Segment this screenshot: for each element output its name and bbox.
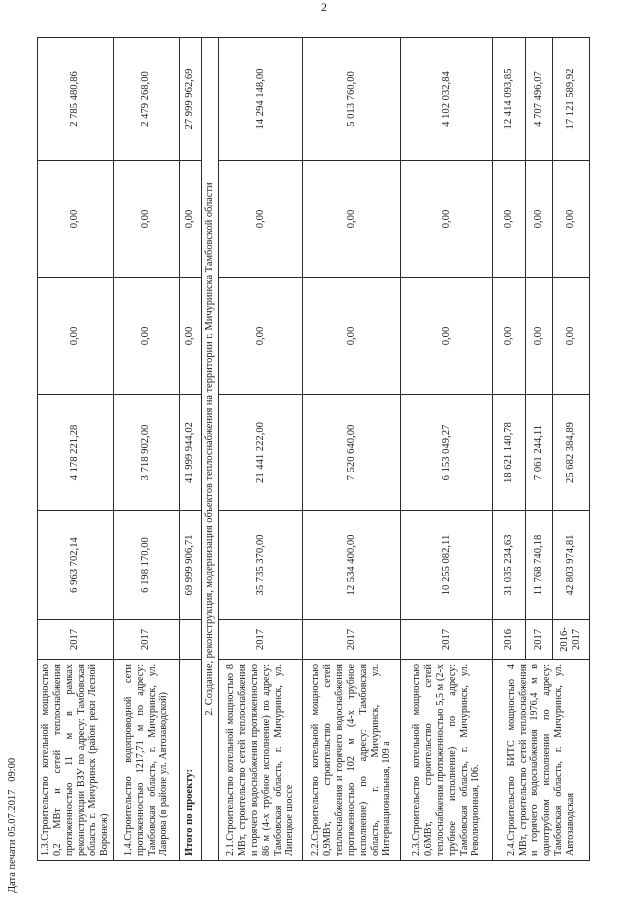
total-col-5: 0,00 xyxy=(180,278,202,395)
row-col-7: 12 414 093,85 xyxy=(493,38,526,161)
row-total: 35 735 370,00 xyxy=(219,511,303,620)
row-year: 2017 xyxy=(219,620,303,660)
row-year: 2016-2017 xyxy=(553,620,590,660)
row-col-6: 0,00 xyxy=(526,161,553,278)
row-col-5: 0,00 xyxy=(38,278,114,395)
row-col-5: 0,00 xyxy=(401,278,493,395)
row-col-7: 4 707 496,07 xyxy=(526,38,553,161)
print-time: 09:00 xyxy=(7,757,18,782)
row-description: 2.3.Строительство котельной мощностью 0,6МВт, строительство сетей теплоснабжения протяженностью 5,5 м (2-х трубное исполнение) по адресу: Тамбовская область, г. Мичуринск, ул. Революционная, 106. xyxy=(401,660,493,861)
total-row xyxy=(180,38,202,861)
row-col-5: 0,00 xyxy=(303,278,401,395)
table-row xyxy=(401,38,493,861)
row-col-5: 0,00 xyxy=(114,278,180,395)
total-federal: 41 999 944,02 xyxy=(180,395,202,511)
row-federal: 25 682 384,89 xyxy=(553,395,590,511)
row-col-7: 4 102 032,84 xyxy=(401,38,493,161)
row-federal: 7 061 244,11 xyxy=(526,395,553,511)
total-year-empty xyxy=(180,620,202,660)
row-col-7: 17 121 589,92 xyxy=(553,38,590,161)
row-col-6: 0,00 xyxy=(401,161,493,278)
print-date-footer xyxy=(6,473,20,893)
row-col-7: 5 013 760,00 xyxy=(303,38,401,161)
row-col-6: 0,00 xyxy=(493,161,526,278)
row-col-5: 0,00 xyxy=(526,278,553,395)
rotated-table-container xyxy=(37,38,586,861)
row-description: 2.1.Строительство котельной мощностью 8 МВт, строительство сетей теплоснабжения и горячего водоснабжения протяженностью 86 м (4-х трубное исполнение) по адресу: Тамбовская область, г. Мичуринск, ул. Липецкое шоссе xyxy=(219,660,303,861)
row-federal: 3 718 902,00 xyxy=(114,395,180,511)
row-col-6: 0,00 xyxy=(219,161,303,278)
total-sum: 69 999 906,71 xyxy=(180,511,202,620)
row-federal: 18 621 140,78 xyxy=(493,395,526,511)
row-year: 2017 xyxy=(526,620,553,660)
table-row xyxy=(303,38,401,861)
row-total: 6 198 170,00 xyxy=(114,511,180,620)
funding-table xyxy=(37,37,590,861)
table-row xyxy=(114,38,180,861)
row-federal: 21 441 222,00 xyxy=(219,395,303,511)
row-description: 1.3.Строительство котельной мощностью 0,2 МВт и сетей теплоснабжения протяженностью 11 м в рамках реконструкции ВЗУ по адресу: Тамбовская область г. Мичуринск (район реки Лесной Воронеж) xyxy=(38,660,114,861)
row-col-5: 0,00 xyxy=(219,278,303,395)
total-col-6: 0,00 xyxy=(180,161,202,278)
row-federal: 7 520 640,00 xyxy=(303,395,401,511)
row-description: 2.2.Строительство котельной мощностью 0,9МВт, строительство сетей теплоснабжения и горячего водоснабжения протяженностью 102 м (4-х трубное исполнение) по адресу: Тамбовская область, г. Мичуринск, ул. Интернациональная, 109 а xyxy=(303,660,401,861)
row-year: 2016 xyxy=(493,620,526,660)
row-col-6: 0,00 xyxy=(553,161,590,278)
row-col-7: 2 785 480,86 xyxy=(38,38,114,161)
page-number: 2 xyxy=(321,0,327,14)
row-year: 2017 xyxy=(303,620,401,660)
row-col-5: 0,00 xyxy=(553,278,590,395)
print-date-label: Дата печати 05.07.2017 xyxy=(7,789,18,893)
row-year: 2017 xyxy=(38,620,114,660)
row-col-6: 0,00 xyxy=(303,161,401,278)
row-description: 2.4.Строительство БИТС мощностью 4 МВт, строительство сетей теплоснабжения и горячего водоснабжения 1976,4 м в однотрубном исполнении по адресу: Тамбовская область, г. Мичуринск, ул. Автозаводская xyxy=(493,660,590,861)
section-heading-row xyxy=(202,38,219,861)
row-total: 11 768 740,18 xyxy=(526,511,553,620)
total-label: Итого по проекту: xyxy=(180,660,202,861)
row-description: 1.4.Строительство водопроводной сети протяженностью 1217,71 м по адресу: Тамбовская область, г. Мичуринск, ул. Лаврова (в районе ул. Автозаводской) xyxy=(114,660,180,861)
row-total: 6 963 702,14 xyxy=(38,511,114,620)
row-col-6: 0,00 xyxy=(38,161,114,278)
table-row xyxy=(219,38,303,861)
section-heading: 2. Создание, реконструкция, модернизация объектов теплоснабжения на территории г. Мичуринска Тамбовской области xyxy=(202,38,219,861)
row-total: 12 534 400,00 xyxy=(303,511,401,620)
row-total: 31 035 234,63 xyxy=(493,511,526,620)
row-total: 10 255 082,11 xyxy=(401,511,493,620)
row-col-6: 0,00 xyxy=(114,161,180,278)
row-col-7: 2 479 268,00 xyxy=(114,38,180,161)
row-federal: 4 178 221,28 xyxy=(38,395,114,511)
row-col-5: 0,00 xyxy=(493,278,526,395)
row-federal: 6 153 049,27 xyxy=(401,395,493,511)
row-year: 2017 xyxy=(114,620,180,660)
table-row xyxy=(493,38,526,861)
table-row xyxy=(38,38,114,861)
row-year: 2017 xyxy=(401,620,493,660)
total-col-7: 27 999 962,69 xyxy=(180,38,202,161)
row-col-7: 14 294 148,00 xyxy=(219,38,303,161)
row-total: 42 803 974,81 xyxy=(553,511,590,620)
